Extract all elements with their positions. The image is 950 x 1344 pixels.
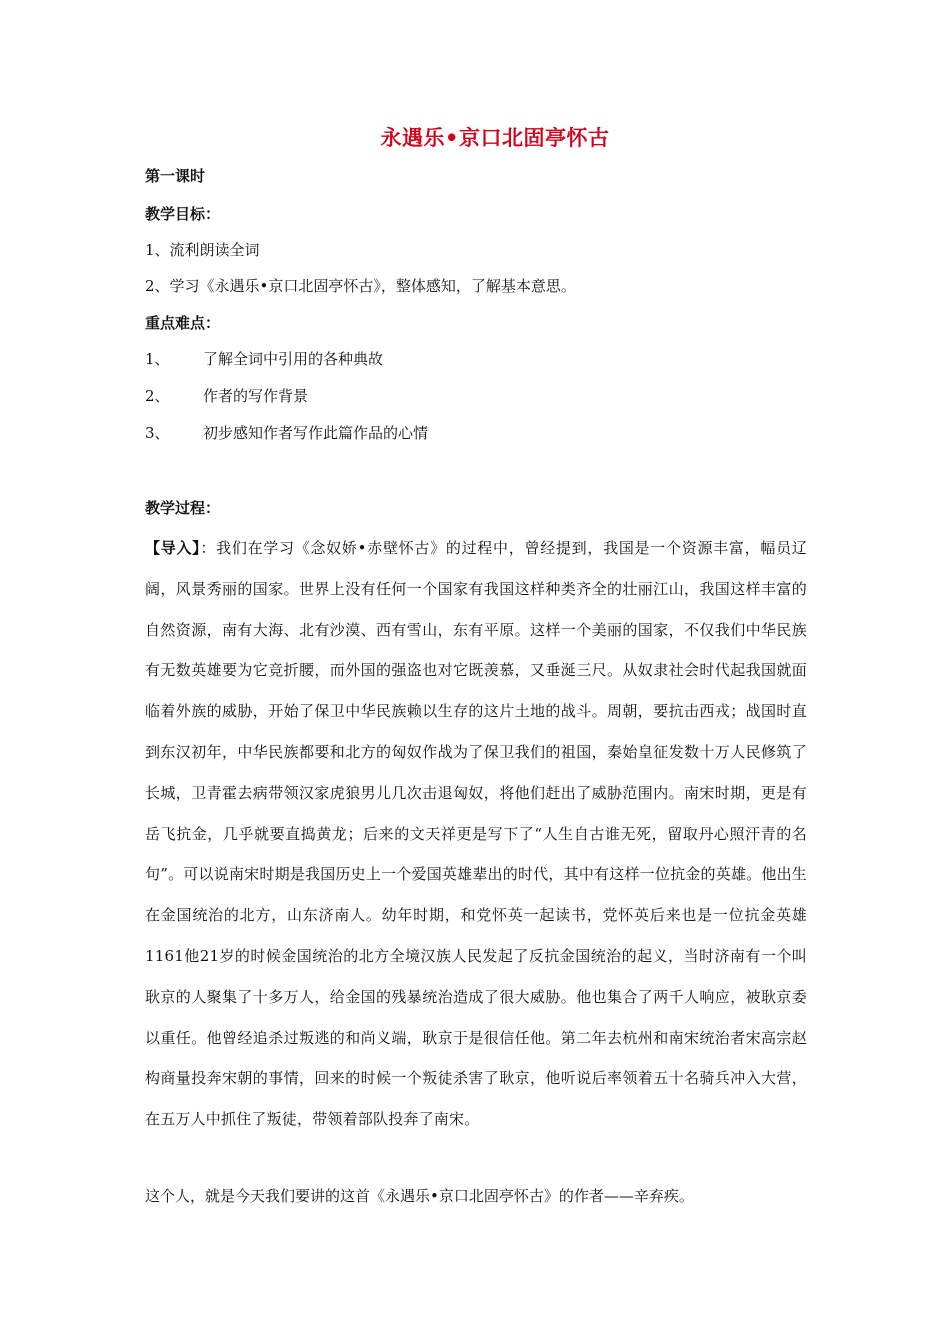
keypoints-heading: 重点难点： [145, 314, 221, 332]
keypoint-item [145, 386, 308, 406]
keypoint-text: 初步感知作者写作此篇作品的心情 [203, 424, 429, 442]
keypoint-number: 2、 [145, 387, 170, 405]
intro-text: ：我们在学习《念奴娇•赤壁怀古》的过程中，曾经提到，我国是一个资源丰富，幅员辽阔，风景秀丽的国家。世界上没有任何一个国家有我国这样种类齐全的壮丽江山，我国这样丰富的自然资源，南有大海、北有沙漠、西有雪山，东有平原。这样一个美丽的国家，不仅我们中华民族有无数英雄要为它竞折腰，而外国的强盗也对它既羡慕，又垂涎三尺。从奴隶社会时代起我国就面临着外族的威胁，开始了保卫中华民族赖以生存的这片土地的战斗。周朝，要抗击西戎；战国时直到东汉初年，中华民族都要和北方的匈奴作战为了保卫我们的祖国，秦始皇征发数十万人民修筑了长城，卫青霍去病带领汉家虎狼男儿几次击退匈奴，将他们赶出了威胁范围内。南宋时期，更是有岳飞抗金，几乎就要直捣黄龙；后来的文天祥更是写下了“人生自古谁无死，留取丹心照汗青的名句”。可以说南宋时期是我国历史上一个爱国英雄辈出的时代，其中有这样一位抗金的英雄。他出生在金国统治的北方，山东济南人。幼年时期，和党怀英一起读书，党怀英后来也是一位抗金英雄1161他21岁的时候金国统治的北方全境汉族人民发起了反抗金国统治的起义，当时济南有一个叫耿京的人聚集了十多万人，给金国的残暴统治造成了很大威胁。他也集合了两千人响应，被耿京委以重任。他曾经追杀过叛逃的和尚义端，耿京于是很信任他。第二年去杭州和南宋统治者宋高宗赵构商量投奔宋朝的事情，回来的时候一个叛徒杀害了耿京，他听说后率领着五十名骑兵冲入大营，在五万人中抓住了叛徒，带领着部队投奔了南宋。 [145, 539, 807, 1129]
keypoint-number: 1、 [145, 350, 170, 368]
keypoint-item [145, 349, 383, 369]
keypoint-text: 作者的写作背景 [203, 387, 309, 405]
keypoint-number: 3、 [145, 424, 170, 442]
keypoint-item [145, 423, 428, 443]
lesson-label: 第一课时 [145, 167, 206, 185]
keypoint-text: 了解全词中引用的各种典故 [203, 350, 384, 368]
process-heading: 教学过程： [145, 499, 221, 517]
intro-label: 【导入】 [145, 539, 201, 557]
closing-paragraph: 这个人，就是今天我们要讲的这首《永遇乐•京口北固亭怀古》的作者——辛弃疾。 [145, 1187, 694, 1205]
document-title: 永遇乐•京口北固亭怀古 [380, 125, 610, 150]
objective-item: 2、学习《永遇乐•京口北固亭怀古》，整体感知，了解基本意思。 [145, 277, 576, 295]
objective-item: 1、流利朗读全词 [145, 241, 260, 259]
intro-paragraph [145, 528, 807, 1140]
objectives-heading: 教学目标： [145, 205, 221, 223]
